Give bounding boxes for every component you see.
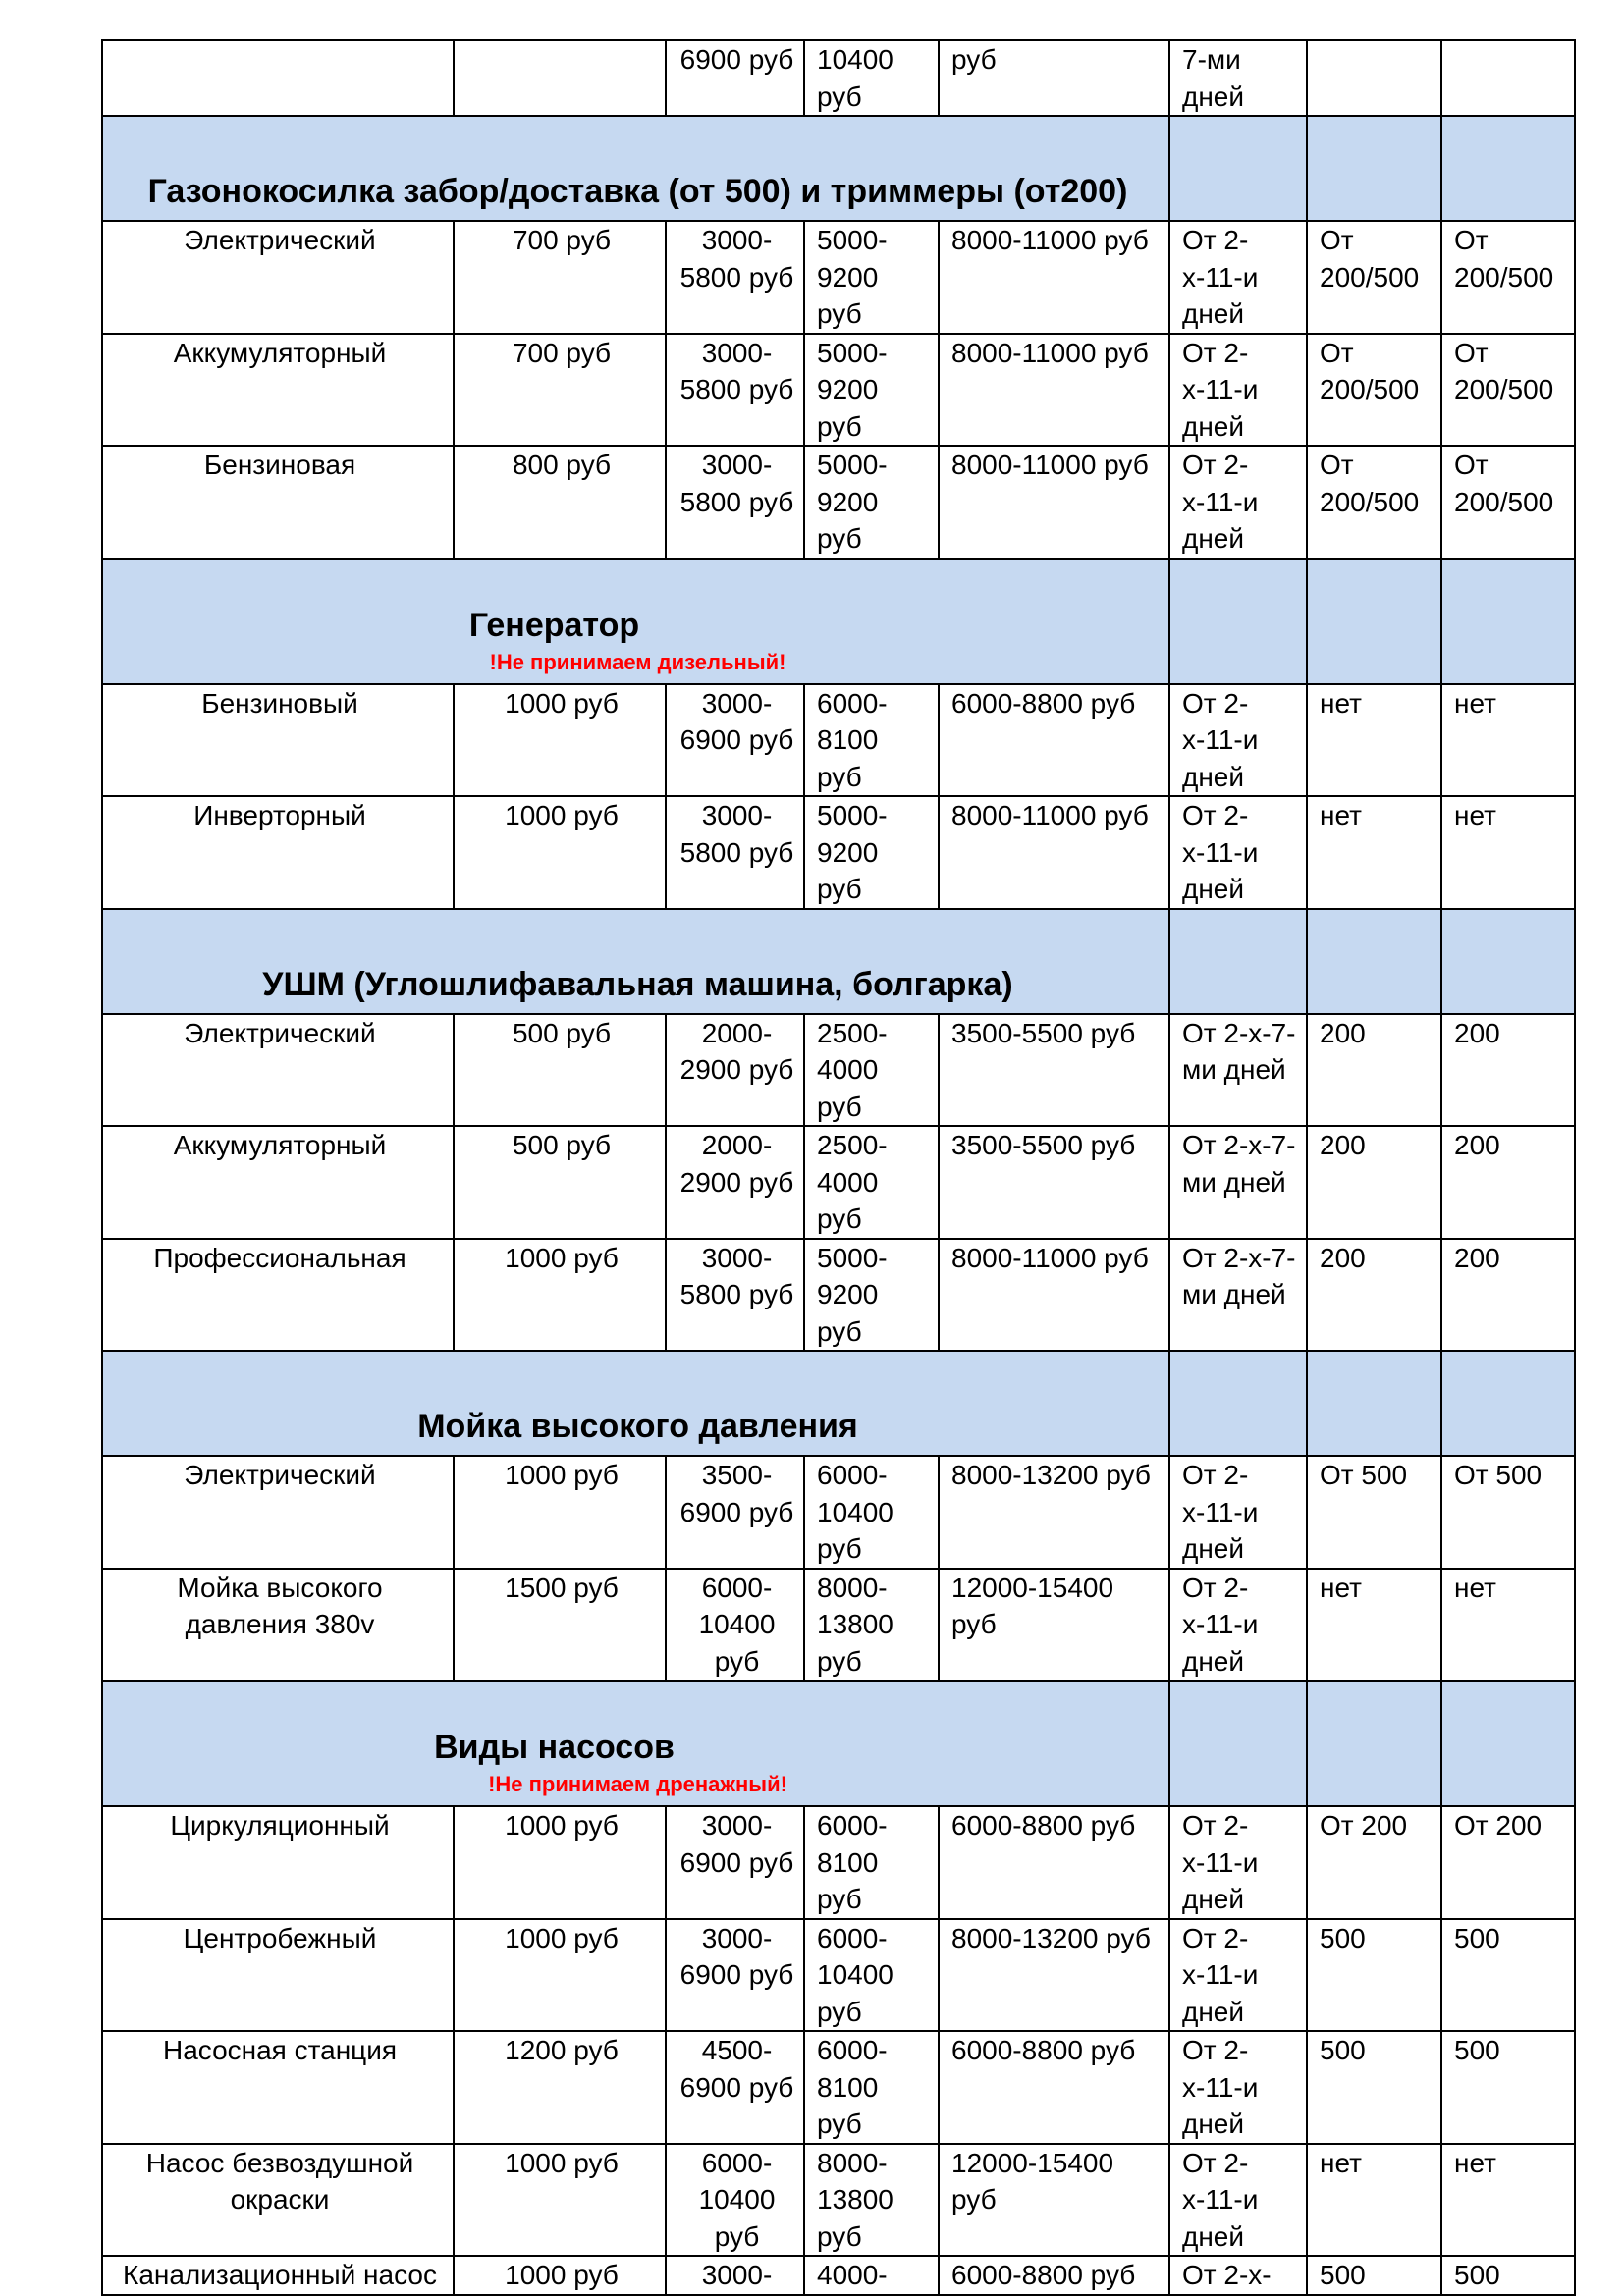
item-name: Мойка высокого давления 380v [102,1569,454,1682]
term: От 2-х-7-ми дней [1169,1014,1307,1127]
rental-price: 500 руб [454,1014,666,1127]
price-range-b: 6000-8100 руб [804,684,939,797]
price-range-a: 3000- [666,2256,804,2295]
price-range-b: 6000-10400 руб [804,1919,939,2032]
term: От 2-х-11-и дней [1169,1806,1307,1919]
price-range-a: 3000-5800 руб [666,796,804,909]
rental-price: 700 руб [454,221,666,334]
delivery-b: 200 [1441,1239,1575,1352]
price-range-a: 3000-5800 руб [666,1239,804,1352]
price-range-a: 3000-6900 руб [666,684,804,797]
table-row [102,1014,1575,1127]
delivery-b: От 200/500 [1441,334,1575,447]
rental-price: 800 руб [454,446,666,559]
price-range-a: 6000-10400 руб [666,1569,804,1682]
table-row [102,446,1575,559]
rental-price: 1200 руб [454,2031,666,2144]
price-range-c: 12000-15400 руб [939,1569,1169,1682]
price-range-a: 3000-6900 руб [666,1806,804,1919]
price-range-b: 10400 руб [804,40,939,116]
table-row [102,1806,1575,1919]
delivery-b: 200 [1441,1014,1575,1127]
delivery-a: нет [1307,1569,1441,1682]
delivery-a: От 200/500 [1307,334,1441,447]
price-range-b: 5000-9200 руб [804,796,939,909]
term: От 2-х-11-и дней [1169,1919,1307,2032]
price-range-a: 6900 руб [666,40,804,116]
item-name: Канализационный насос [102,2256,454,2295]
term: От 2-х-11-и дней [1169,684,1307,797]
item-name: Электрический [102,1014,454,1127]
delivery-b: нет [1441,2144,1575,2257]
delivery-a: От 200/500 [1307,221,1441,334]
item-name: Инверторный [102,796,454,909]
rental-price: 700 руб [454,334,666,447]
term: От 2-х-7-ми дней [1169,1239,1307,1352]
section-title: Газонокосилка забор/доставка (от 500) и триммеры (от200) [147,173,1128,210]
price-range-c: 6000-8800 руб [939,1806,1169,1919]
price-range-c: 12000-15400 руб [939,2144,1169,2257]
price-range-c: 3500-5500 руб [939,1014,1169,1127]
table-row [102,2031,1575,2144]
section-note: !Не принимаем дренажный! [488,1772,787,1796]
section-header [102,1681,1575,1806]
term: От 2-х-11-и дней [1169,446,1307,559]
item-name: Электрический [102,1456,454,1569]
item-name: Аккумуляторный [102,1126,454,1239]
section-header [102,116,1575,221]
rental-price [454,40,666,116]
item-name: Профессиональная [102,1239,454,1352]
delivery-b: От 200/500 [1441,446,1575,559]
item-name: Аккумуляторный [102,334,454,447]
term: От 2-х-11-и дней [1169,1456,1307,1569]
term: От 2-х-11-и дней [1169,334,1307,447]
table-row [102,40,1575,116]
section-header [102,1351,1575,1456]
item-name [102,40,454,116]
delivery-b [1441,40,1575,116]
price-range-c: 8000-13200 руб [939,1919,1169,2032]
delivery-b: нет [1441,684,1575,797]
rental-price: 1000 руб [454,1806,666,1919]
section-title: УШМ (Углошлифавальная машина, болгарка) [262,965,1013,1003]
price-range-c: 6000-8800 руб [939,2256,1169,2295]
price-range-a: 3500-6900 руб [666,1456,804,1569]
price-range-c: 6000-8800 руб [939,2031,1169,2144]
price-range-c: руб [939,40,1169,116]
price-range-b: 2500-4000 руб [804,1126,939,1239]
table-row [102,1919,1575,2032]
term: От 2-х-11-и дней [1169,2031,1307,2144]
rental-price: 1000 руб [454,2144,666,2257]
price-range-b: 6000-10400 руб [804,1456,939,1569]
delivery-a: 200 [1307,1126,1441,1239]
rental-price: 1000 руб [454,1239,666,1352]
term: От 2-х-7-ми дней [1169,1126,1307,1239]
table-row [102,334,1575,447]
delivery-a: 500 [1307,1919,1441,2032]
section-title-cell [102,116,1169,221]
table-row [102,684,1575,797]
section-title: Виды насосов [434,1729,675,1766]
delivery-a [1307,40,1441,116]
delivery-b: нет [1441,796,1575,909]
delivery-b: 500 [1441,2031,1575,2144]
price-range-b: 8000-13800 руб [804,1569,939,1682]
delivery-a: 200 [1307,1239,1441,1352]
delivery-a: 500 [1307,2256,1441,2295]
price-range-c: 8000-11000 руб [939,221,1169,334]
price-range-a: 3000-5800 руб [666,221,804,334]
rental-price: 1000 руб [454,1456,666,1569]
section-title-cell [102,1351,1169,1456]
delivery-a: От 200 [1307,1806,1441,1919]
table-row [102,2144,1575,2257]
delivery-a: От 500 [1307,1456,1441,1569]
term: От 2-х-11-и дней [1169,1569,1307,1682]
term: От 2-х-11-и дней [1169,796,1307,909]
rental-price: 1000 руб [454,2256,666,2295]
price-range-c: 8000-11000 руб [939,334,1169,447]
price-range-a: 2000-2900 руб [666,1014,804,1127]
item-name: Бензиновая [102,446,454,559]
price-range-a: 3000-5800 руб [666,334,804,447]
term: От 2-х-11-и дней [1169,2144,1307,2257]
delivery-a: От 200/500 [1307,446,1441,559]
delivery-b: 500 [1441,1919,1575,2032]
table-row [102,796,1575,909]
price-range-c: 8000-13200 руб [939,1456,1169,1569]
delivery-b: От 200/500 [1441,221,1575,334]
section-header [102,559,1575,684]
section-note: !Не принимаем дизельный! [489,649,786,674]
section-title: Мойка высокого давления [417,1408,858,1445]
item-name: Циркуляционный [102,1806,454,1919]
price-range-b: 5000-9200 руб [804,334,939,447]
table-row [102,1239,1575,1352]
price-range-a: 3000-6900 руб [666,1919,804,2032]
section-title: Генератор [468,606,640,644]
table-row [102,1569,1575,1682]
price-range-b: 5000-9200 руб [804,1239,939,1352]
section-title-cell [102,559,1169,684]
price-range-b: 5000-9200 руб [804,221,939,334]
price-range-c: 8000-11000 руб [939,1239,1169,1352]
price-range-c: 3500-5500 руб [939,1126,1169,1239]
price-range-b: 5000-9200 руб [804,446,939,559]
delivery-b: От 500 [1441,1456,1575,1569]
item-name: Центробежный [102,1919,454,2032]
rental-price: 500 руб [454,1126,666,1239]
delivery-a: нет [1307,2144,1441,2257]
term: От 2-х- [1169,2256,1307,2295]
rental-price: 1000 руб [454,796,666,909]
price-range-a: 2000-2900 руб [666,1126,804,1239]
delivery-a: 200 [1307,1014,1441,1127]
price-range-c: 6000-8800 руб [939,684,1169,797]
price-range-a: 6000-10400 руб [666,2144,804,2257]
price-table [101,39,1576,2296]
table-row [102,1456,1575,1569]
delivery-b: 500 [1441,2256,1575,2295]
rental-price: 1500 руб [454,1569,666,1682]
item-name: Электрический [102,221,454,334]
delivery-a: нет [1307,684,1441,797]
delivery-b: нет [1441,1569,1575,1682]
price-range-b: 4000- [804,2256,939,2295]
section-title-cell [102,1681,1169,1806]
price-range-a: 4500-6900 руб [666,2031,804,2144]
section-header [102,909,1575,1014]
rental-price: 1000 руб [454,1919,666,2032]
item-name: Насосная станция [102,2031,454,2144]
price-range-b: 2500-4000 руб [804,1014,939,1127]
item-name: Бензиновый [102,684,454,797]
delivery-b: От 200 [1441,1806,1575,1919]
table-row [102,2256,1575,2295]
delivery-a: 500 [1307,2031,1441,2144]
price-range-c: 8000-11000 руб [939,446,1169,559]
price-range-b: 6000-8100 руб [804,2031,939,2144]
price-range-a: 3000-5800 руб [666,446,804,559]
rental-price: 1000 руб [454,684,666,797]
price-range-c: 8000-11000 руб [939,796,1169,909]
price-range-b: 6000-8100 руб [804,1806,939,1919]
item-name: Насос безвоздушной окраски [102,2144,454,2257]
term: 7-ми дней [1169,40,1307,116]
term: От 2-х-11-и дней [1169,221,1307,334]
delivery-a: нет [1307,796,1441,909]
price-range-b: 8000-13800 руб [804,2144,939,2257]
delivery-b: 200 [1441,1126,1575,1239]
section-title-cell [102,909,1169,1014]
table-row [102,221,1575,334]
table-row [102,1126,1575,1239]
